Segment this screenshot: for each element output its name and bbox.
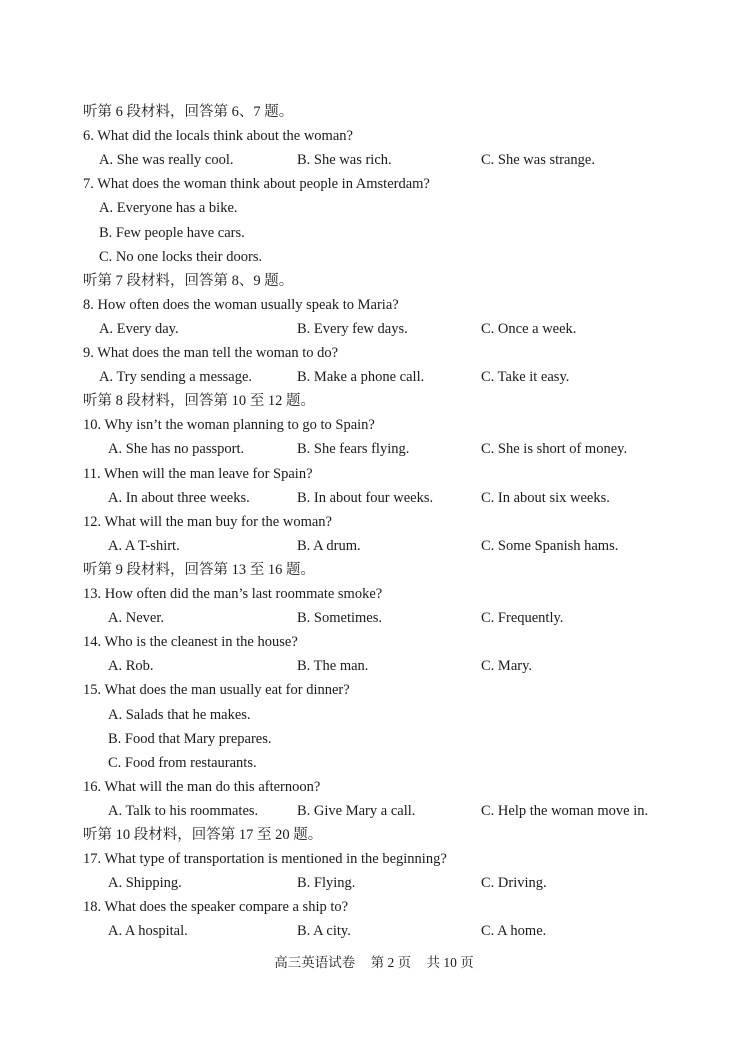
question-text: 10. Why isn’t the woman planning to go to Spain?	[83, 417, 375, 433]
answer-option: A. Shipping.	[108, 875, 182, 891]
answer-option: B. She was rich.	[297, 152, 392, 168]
question-text: 16. What will the man do this afternoon?	[83, 779, 321, 795]
answer-option: C. Help the woman move in.	[481, 803, 649, 819]
answer-option: B. A drum.	[297, 538, 361, 554]
section-heading: 听第 10 段材料，回答第 17 至 20 题。	[83, 827, 323, 843]
question-text: 18. What does the speaker compare a ship to?	[83, 899, 349, 915]
answer-option: B. Few people have cars.	[99, 225, 245, 241]
answer-option: B. Make a phone call.	[297, 369, 425, 385]
answer-option: B. The man.	[297, 658, 369, 674]
question-text: 9. What does the man tell the woman to do?	[83, 345, 339, 361]
answer-option: C. Mary.	[481, 658, 533, 674]
answer-option: A. Talk to his roommates.	[108, 803, 259, 819]
answer-option: C. Driving.	[481, 875, 547, 891]
answer-option: A. Everyone has a bike.	[99, 200, 238, 216]
answer-option: C. Take it easy.	[481, 369, 570, 385]
answer-option: A. Salads that he makes.	[108, 707, 251, 723]
answer-option: A. She was really cool.	[99, 152, 234, 168]
answer-option: C. In about six weeks.	[481, 490, 610, 506]
answer-option: B. Every few days.	[297, 321, 408, 337]
footer-title: 高三英语试卷	[274, 955, 356, 970]
answer-option: A. Rob.	[108, 658, 154, 674]
answer-option: C. A home.	[481, 923, 547, 939]
answer-option: B. A city.	[297, 923, 351, 939]
section-heading: 听第 7 段材料，回答第 8、9 题。	[83, 273, 294, 289]
question-text: 6. What did the locals think about the woman?	[83, 128, 353, 144]
question-text: 12. What will the man buy for the woman?	[83, 514, 332, 530]
answer-option: C. She was strange.	[481, 152, 595, 168]
answer-option: C. No one locks their doors.	[99, 249, 263, 265]
answer-option: A. Never.	[108, 610, 164, 626]
question-text: 11. When will the man leave for Spain?	[83, 466, 313, 482]
answer-option: B. Food that Mary prepares.	[108, 731, 272, 747]
question-text: 13. How often did the man’s last roommate smoke?	[83, 586, 383, 602]
question-text: 14. Who is the cleanest in the house?	[83, 634, 298, 650]
answer-option: A. Try sending a message.	[99, 369, 253, 385]
answer-option: C. She is short of money.	[481, 441, 628, 457]
answer-option: B. She fears flying.	[297, 441, 410, 457]
answer-option: A. A T-shirt.	[108, 538, 180, 554]
answer-option: C. Food from restaurants.	[108, 755, 257, 771]
answer-option: C. Once a week.	[481, 321, 577, 337]
answer-option: C. Some Spanish hams.	[481, 538, 619, 554]
answer-option: B. Sometimes.	[297, 610, 382, 626]
answer-option: A. Every day.	[99, 321, 179, 337]
footer-page-number: 第 2 页	[370, 955, 412, 970]
section-heading: 听第 9 段材料，回答第 13 至 16 题。	[83, 562, 315, 578]
answer-option: A. In about three weeks.	[108, 490, 250, 506]
question-text: 17. What type of transportation is mentioned in the beginning?	[83, 851, 447, 867]
section-heading: 听第 6 段材料，回答第 6、7 题。	[83, 104, 294, 120]
answer-option: B. In about four weeks.	[297, 490, 434, 506]
answer-option: B. Flying.	[297, 875, 356, 891]
question-text: 8. How often does the woman usually speak to Maria?	[83, 297, 399, 313]
section-heading: 听第 8 段材料，回答第 10 至 12 题。	[83, 393, 315, 409]
answer-option: A. A hospital.	[108, 923, 188, 939]
answer-option: C. Frequently.	[481, 610, 564, 626]
question-text: 15. What does the man usually eat for dinner?	[83, 682, 350, 698]
question-text: 7. What does the woman think about people in Amsterdam?	[83, 176, 430, 192]
answer-option: B. Give Mary a call.	[297, 803, 416, 819]
answer-option: A. She has no passport.	[108, 441, 245, 457]
page-footer	[0, 954, 748, 972]
footer-total-pages: 共 10 页	[426, 955, 474, 970]
